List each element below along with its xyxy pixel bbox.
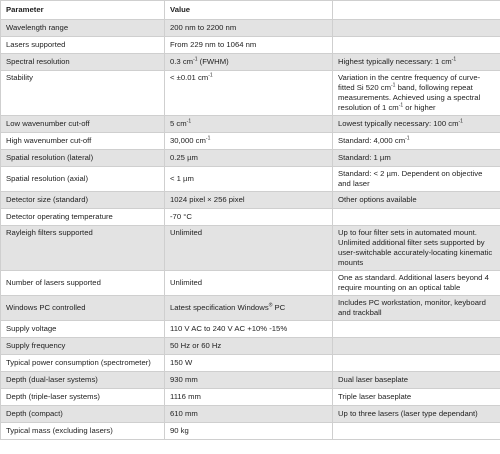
row-parameter: Typical power consumption (spectrometer) (1, 355, 165, 372)
row-notes: Up to three lasers (laser type dependant) (333, 406, 500, 423)
row-parameter: Spatial resolution (lateral) (1, 150, 165, 167)
row-notes (333, 423, 500, 440)
row-value: 1116 mm (165, 389, 333, 406)
row-value: < 1 µm (165, 167, 333, 192)
row-value: 1024 pixel × 256 pixel (165, 192, 333, 209)
row-value: 930 mm (165, 372, 333, 389)
row-value: 90 kg (165, 423, 333, 440)
table-row (1, 116, 500, 133)
row-notes: Up to four filter sets in automated mount. Unlimited additional filter sets supported by user-switchable accurately-locating kinematic mounts (333, 226, 500, 271)
row-parameter: Rayleigh filters supported (1, 226, 165, 271)
table-row (1, 389, 500, 406)
table-row (1, 20, 500, 37)
row-notes: Dual laser baseplate (333, 372, 500, 389)
row-parameter: Depth (compact) (1, 406, 165, 423)
row-value: -70 °C (165, 209, 333, 226)
row-parameter: Detector operating temperature (1, 209, 165, 226)
table-row (1, 355, 500, 372)
row-notes (333, 321, 500, 338)
row-notes: Lowest typically necessary: 100 $cm^{-1}$ (333, 116, 500, 133)
row-notes: Includes PC workstation, monitor, keyboard and trackball (333, 296, 500, 321)
row-parameter: Windows PC controlled (1, 296, 165, 321)
row-parameter: Supply voltage (1, 321, 165, 338)
row-notes: Other options available (333, 192, 500, 209)
row-parameter: Spectral resolution (1, 54, 165, 71)
row-parameter: Spatial resolution (axial) (1, 167, 165, 192)
row-value: Unlimited (165, 226, 333, 271)
row-value: 5 $cm^{-1}$ (165, 116, 333, 133)
table-row (1, 321, 500, 338)
row-notes: Variation in the centre frequency of curve-fitted Si 520 $cm^{-1}$ band, following repeat measurements. Achieved using a spectral resolution of 1 $cm^{-1}$ or higher (333, 71, 500, 116)
header-value: Value (165, 1, 333, 20)
header-parameter: Parameter (1, 1, 165, 20)
row-notes: One as standard. Additional lasers beyond 4 require mounting on an optical table (333, 271, 500, 296)
table-row (1, 209, 500, 226)
row-value: 610 mm (165, 406, 333, 423)
row-parameter: Stability (1, 71, 165, 116)
table-row (1, 423, 500, 440)
row-notes: Highest typically necessary: 1 $cm^{-1}$ (333, 54, 500, 71)
row-notes (333, 338, 500, 355)
table-row (1, 372, 500, 389)
table-row (1, 37, 500, 54)
row-notes: Triple laser baseplate (333, 389, 500, 406)
table-row (1, 133, 500, 150)
row-parameter: High wavenumber cut-off (1, 133, 165, 150)
row-parameter: Depth (triple-laser systems) (1, 389, 165, 406)
header-notes (333, 1, 500, 20)
row-notes: Standard: < 2 µm. Dependent on objective and laser (333, 167, 500, 192)
row-notes (333, 37, 500, 54)
row-value: Unlimited (165, 271, 333, 296)
row-notes: Standard: 4,000 $cm^{-1}$ (333, 133, 500, 150)
row-value: From 229 nm to 1064 nm (165, 37, 333, 54)
row-value: 150 W (165, 355, 333, 372)
table-row (1, 271, 500, 296)
table-row (1, 150, 500, 167)
row-value: Latest specification Windows® PC (165, 296, 333, 321)
table-row (1, 226, 500, 271)
row-value: 0.3 $cm^{-1}$ (FWHM) (165, 54, 333, 71)
row-value: 50 Hz or 60 Hz (165, 338, 333, 355)
row-notes (333, 20, 500, 37)
table-row (1, 406, 500, 423)
row-value: 30,000 $cm^{-1}$ (165, 133, 333, 150)
row-notes: Standard: 1 µm (333, 150, 500, 167)
table-header-row (1, 1, 500, 20)
row-parameter: Low wavenumber cut-off (1, 116, 165, 133)
table-row (1, 296, 500, 321)
table-row (1, 54, 500, 71)
row-notes (333, 209, 500, 226)
row-parameter: Wavelength range (1, 20, 165, 37)
table-row (1, 338, 500, 355)
row-parameter: Detector size (standard) (1, 192, 165, 209)
row-value: 200 nm to 2200 nm (165, 20, 333, 37)
row-parameter: Typical mass (excluding lasers) (1, 423, 165, 440)
row-parameter: Supply frequency (1, 338, 165, 355)
row-parameter: Depth (dual-laser systems) (1, 372, 165, 389)
row-value: 110 V AC to 240 V AC +10% -15% (165, 321, 333, 338)
row-value: 0.25 µm (165, 150, 333, 167)
row-value: < ±0.01 $cm^{-1}$ (165, 71, 333, 116)
table-row (1, 71, 500, 116)
row-parameter: Lasers supported (1, 37, 165, 54)
row-parameter: Number of lasers supported (1, 271, 165, 296)
table-row (1, 167, 500, 192)
row-notes (333, 355, 500, 372)
table-row (1, 192, 500, 209)
